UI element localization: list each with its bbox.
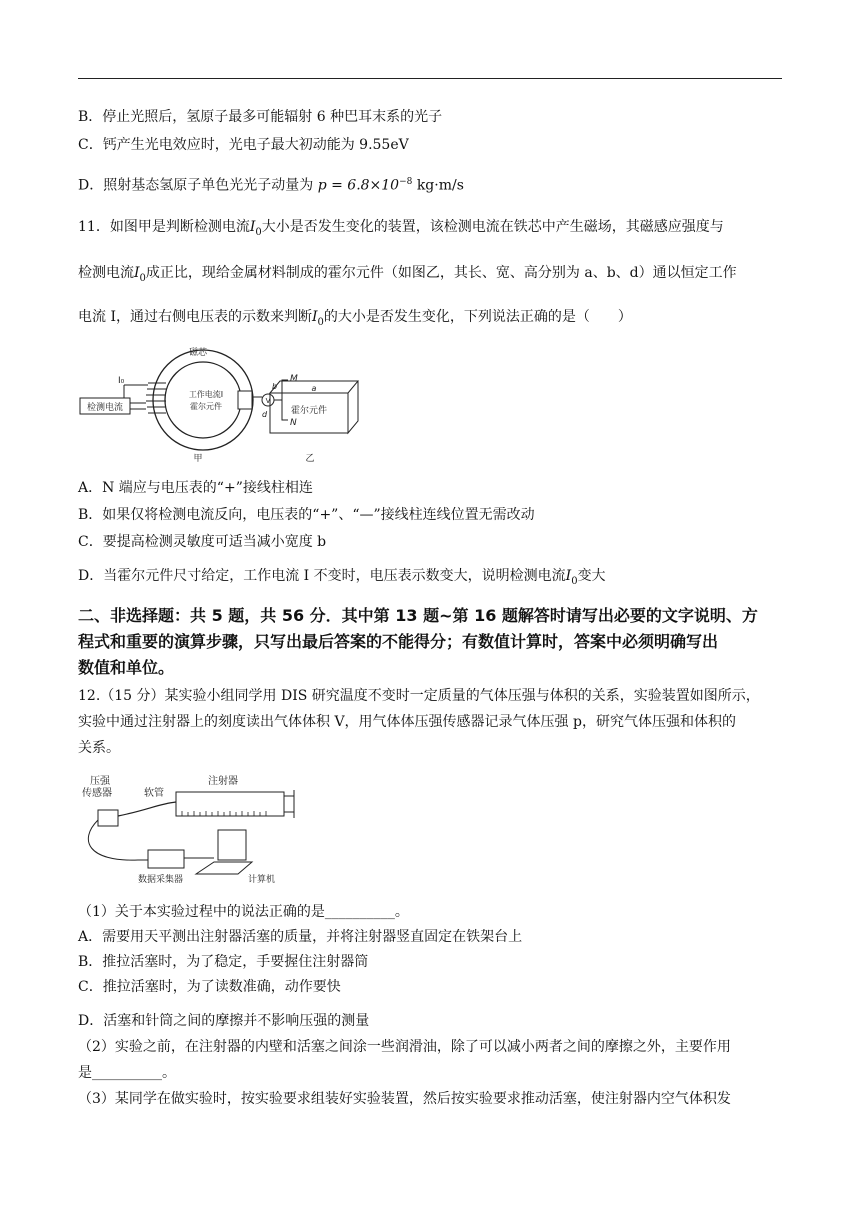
- q11-text: 电流 I，通过右侧电压表的示数来判断: [78, 309, 312, 325]
- figure-jia-label: 甲: [193, 454, 203, 464]
- i0-sub: 0: [317, 316, 324, 328]
- q11-text: 成正比，现给金属材料制成的霍尔元件（如图乙，其长、宽、高分别为 a、b、d）通以恒定工作: [145, 265, 737, 281]
- dis-apparatus-figure: [78, 770, 308, 888]
- terminal-m-label: M: [290, 374, 298, 384]
- header-rule: [78, 78, 782, 79]
- dim-b-label: b: [272, 382, 278, 391]
- q12-option-d: D．活塞和针筒之间的摩擦并不影响压强的测量: [78, 1013, 370, 1029]
- q11-option-b: B．如果仅将检测电流反向，电压表的“+”、“—”接线柱连线位置无需改动: [78, 507, 535, 523]
- q12-stem-line1: 12.（15 分）某实验小组同学用 DIS 研究温度不变时一定质量的气体压强与体积的关系，实验装置如图所示，: [78, 688, 760, 704]
- q12-option-a: A．需要用天平测出注射器活塞的质量，并将注射器竖直固定在铁架台上: [78, 929, 523, 945]
- sensor-label-line2: 传感器: [82, 788, 112, 799]
- i0-symbol: I: [565, 568, 572, 584]
- section2-heading-line1: 二、非选择题：共 5 题，共 56 分．其中第 13 题~第 16 题解答时请写出必要的文字说明、方: [78, 606, 758, 625]
- q12-sub2-line2: 是__________。: [78, 1065, 176, 1081]
- voltmeter-label: V: [265, 397, 271, 405]
- q10-option-d: [78, 172, 464, 196]
- hall-effect-figure: [78, 345, 378, 465]
- q11-text: 的大小是否发生变化，下列说法正确的是（ ）: [323, 309, 632, 325]
- q11-option-a: A．N 端应与电压表的“+”接线柱相连: [78, 480, 313, 496]
- q10-option-d-exp: −8: [399, 177, 413, 187]
- computer-label: 计算机: [248, 875, 276, 885]
- hall-box-label: 霍尔元件: [290, 406, 328, 416]
- q11-option-d: [78, 566, 606, 592]
- q10-option-d-unit: kg·m/s: [416, 177, 464, 194]
- work-current-label: 工作电流I: [188, 390, 224, 399]
- i0-symbol: I: [134, 265, 140, 281]
- q12-stem-line2: 实验中通过注射器上的刻度读出气体体积 V，用气体体压强传感器记录气体压强 p，研究气体压强和体积的: [78, 714, 736, 730]
- q11-stem-line3: [78, 307, 632, 333]
- q11-stem-line2: [78, 263, 737, 289]
- hall-element-label: 霍尔元件: [190, 402, 222, 411]
- i0-symbol: I: [311, 309, 318, 325]
- dim-d-label: d: [262, 410, 268, 419]
- q10-option-c: C．钙产生光电效应时，光电子最大初动能为 9.55eV: [78, 137, 409, 153]
- q11-option-c: C．要提高检测灵敏度可适当减小宽度 b: [78, 534, 327, 550]
- q12-stem-line3: 关系。: [78, 740, 120, 756]
- section2-heading-line3: 数值和单位。: [78, 658, 175, 677]
- q12-sub2-line1: （2）实验之前，在注射器的内壁和活塞之间涂一些润滑油，除了可以减小两者之间的摩擦之外，主要作用: [78, 1039, 731, 1055]
- i0-sub: 0: [571, 575, 578, 587]
- terminal-n-label: N: [290, 418, 297, 428]
- sensor-label-line1: 压强: [90, 776, 110, 787]
- i0-sub: 0: [255, 226, 262, 238]
- q10-option-b: B．停止光照后，氢原子最多可能辐射 6 种巴耳末系的光子: [78, 109, 443, 125]
- detect-current-label: 检测电流: [86, 403, 124, 413]
- q12-sub3: （3）某同学在做实验时，按实验要求组装好实验装置，然后按实验要求推动活塞，使注射器内空气体积发: [78, 1091, 731, 1107]
- i0-figure-label: I₀: [118, 376, 125, 386]
- q11-text: 大小是否发生变化的装置，该检测电流在铁芯中产生磁场，其磁感应强度与: [261, 219, 724, 235]
- tube-label: 软管: [144, 788, 164, 799]
- q10-option-d-text: D．照射基态氢原子单色光光子动量为: [78, 177, 314, 194]
- q12-option-c: C．推拉活塞时，为了读数准确，动作要快: [78, 979, 341, 995]
- core-label: 磁芯: [188, 348, 208, 358]
- q10-option-d-formula: p = 6.8×10: [317, 177, 400, 194]
- q11-text: 变大: [577, 568, 606, 584]
- q11-text: 11．如图甲是判断检测电流: [78, 219, 250, 235]
- dim-a-label: a: [311, 384, 317, 393]
- q11-text: D．当霍尔元件尺寸给定，工作电流 I 不变时，电压表示数变大，说明检测电流: [78, 568, 566, 584]
- q12-sub1: （1）关于本实验过程中的说法正确的是__________。: [78, 904, 409, 920]
- collector-label: 数据采集器: [138, 875, 184, 885]
- q11-text: 检测电流: [78, 265, 134, 281]
- i0-symbol: I: [249, 219, 256, 235]
- q11-stem-line1: [78, 217, 724, 243]
- section2-heading-line2: 程式和重要的演算步骤，只写出最后答案的不能得分；有数值计算时，答案中必须明确写出: [78, 632, 719, 651]
- figure-yi-label: 乙: [305, 454, 315, 464]
- q12-option-b: B．推拉活塞时，为了稳定，手要握住注射器筒: [78, 954, 369, 970]
- syringe-label: 注射器: [208, 776, 238, 787]
- i0-sub: 0: [139, 272, 146, 284]
